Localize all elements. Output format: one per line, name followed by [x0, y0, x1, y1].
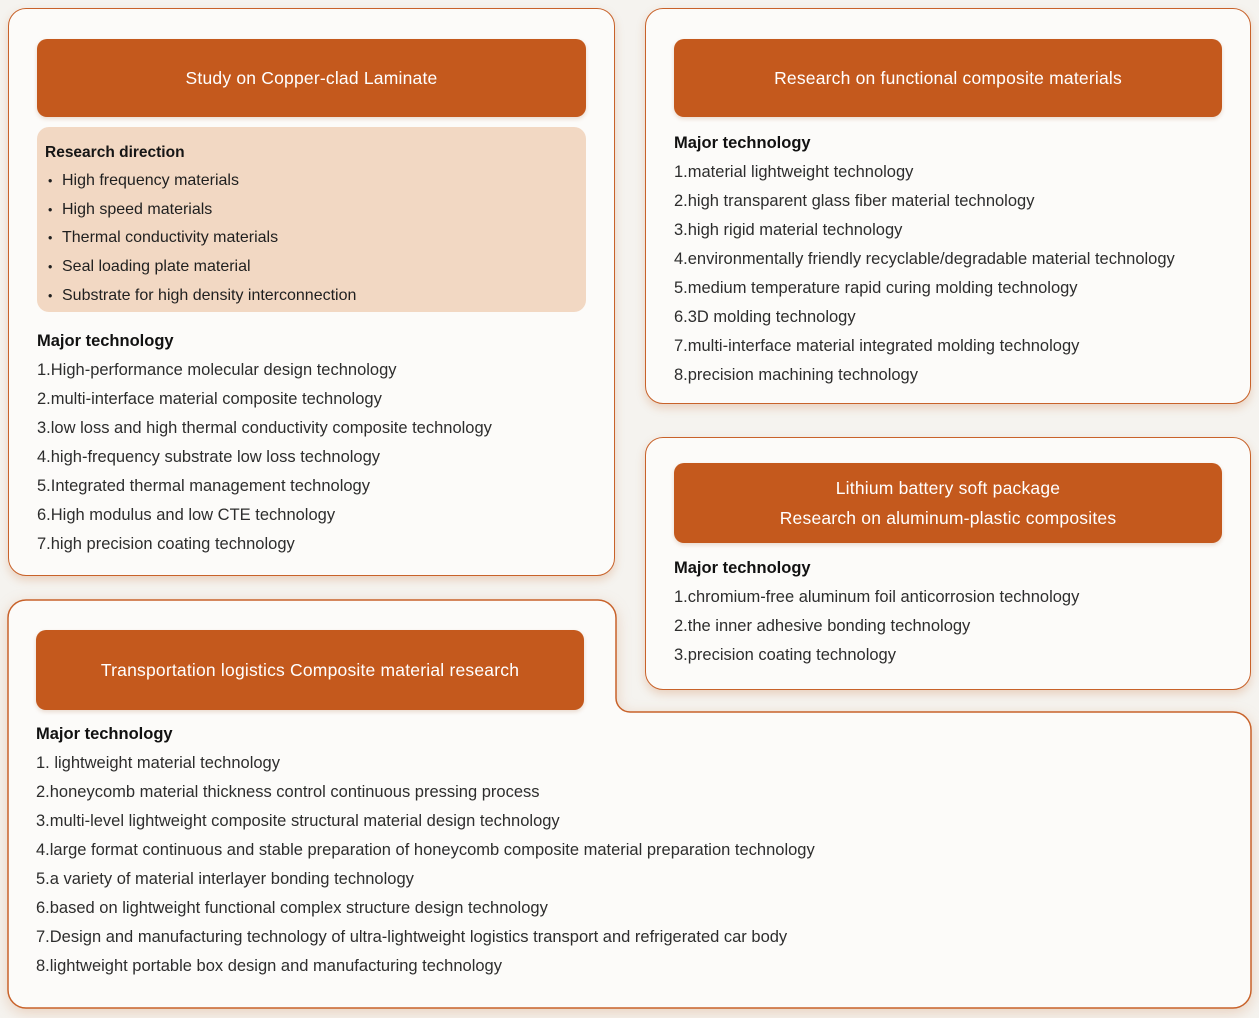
- list-item: 3.high rigid material technology: [674, 221, 903, 239]
- list-item: 8.lightweight portable box design and manufacturing technology: [36, 957, 502, 975]
- list-item: 6.High modulus and low CTE technology: [37, 506, 336, 524]
- list-item: 7.high precision coating technology: [37, 535, 295, 553]
- card-title-banner: Study on Copper-clad Laminate: [37, 39, 586, 117]
- research-direction-heading: Research direction: [45, 144, 185, 161]
- list-item: 7.multi-interface material integrated molding technology: [674, 337, 1080, 355]
- list-item: 3.low loss and high thermal conductivity composite technology: [37, 419, 492, 437]
- list-item: 6.3D molding technology: [674, 308, 856, 326]
- list-item: 8.precision machining technology: [674, 366, 918, 384]
- bullet-dot: •: [48, 174, 53, 188]
- list-item: 2.honeycomb material thickness control continuous pressing process: [36, 783, 540, 801]
- list-item: 1.High-performance molecular design technology: [37, 361, 397, 379]
- research-direction-item-label: High frequency materials: [62, 172, 239, 189]
- research-direction-item: [45, 224, 570, 253]
- bullet-dot: •: [48, 288, 53, 303]
- list-item: 4.large format continuous and stable preparation of honeycomb composite material preparation technology: [36, 841, 815, 859]
- research-direction-item: [45, 253, 570, 282]
- research-direction-item-label: High speed materials: [62, 200, 213, 218]
- major-technology-section: [36, 720, 1216, 981]
- list-item: 4.high-frequency substrate low loss technology: [37, 448, 381, 466]
- card-title-banner: [674, 463, 1222, 543]
- list-item: 2.high transparent glass fiber material technology: [674, 192, 1035, 210]
- major-technology-section: [674, 129, 1222, 390]
- research-direction-item-label: Seal loading plate material: [62, 258, 251, 276]
- research-direction-item-label: Substrate for high density interconnection: [62, 286, 357, 304]
- bullet-dot: •: [48, 202, 53, 217]
- major-technology-section: [37, 327, 586, 559]
- list-item: 5.a variety of material interlayer bonding technology: [36, 870, 414, 888]
- list-item: 6.based on lightweight functional complex structure design technology: [36, 899, 548, 917]
- list-item: 5.Integrated thermal management technology: [37, 477, 370, 495]
- research-direction-item: [45, 196, 570, 225]
- research-direction-box: [37, 127, 586, 312]
- card-functional-composite-materials: [645, 8, 1251, 404]
- list-item: 4.environmentally friendly recyclable/degradable material technology: [674, 250, 1175, 268]
- list-item: 3.precision coating technology: [674, 646, 896, 664]
- list-item: 2.multi-interface material composite technology: [37, 390, 382, 408]
- research-direction-item-label: Thermal conductivity materials: [62, 229, 279, 247]
- major-technology-heading: Major technology: [37, 332, 174, 350]
- card-title-banner: Transportation logistics Composite material research: [36, 630, 584, 710]
- card-transportation-logistics: [8, 600, 1251, 1008]
- research-direction-item: [45, 167, 570, 196]
- list-item: 7.Design and manufacturing technology of ultra-lightweight logistics transport and refrigerated car body: [36, 928, 788, 946]
- major-technology-heading: Major technology: [674, 559, 811, 577]
- major-technology-heading: Major technology: [674, 134, 811, 152]
- list-item: 5.medium temperature rapid curing molding technology: [674, 279, 1078, 297]
- list-item: 1.material lightweight technology: [674, 163, 914, 181]
- bullet-dot: •: [48, 231, 53, 246]
- bullet-dot: •: [48, 260, 53, 275]
- card-title-line2: Research on aluminum-plastic composites: [779, 508, 1117, 528]
- research-direction-item: [45, 282, 570, 311]
- list-item: 1.chromium-free aluminum foil anticorrosion technology: [674, 588, 1080, 606]
- major-technology-heading: Major technology: [36, 725, 173, 743]
- card-title-line1: Lithium battery soft package: [835, 478, 1061, 498]
- card-copper-clad-laminate: [8, 8, 615, 576]
- card-title-banner: Research on functional composite materials: [674, 39, 1222, 117]
- list-item: 2.the inner adhesive bonding technology: [674, 617, 971, 635]
- list-item: 3.multi-level lightweight composite structural material design technology: [36, 812, 560, 830]
- list-item: 1. lightweight material technology: [36, 754, 280, 772]
